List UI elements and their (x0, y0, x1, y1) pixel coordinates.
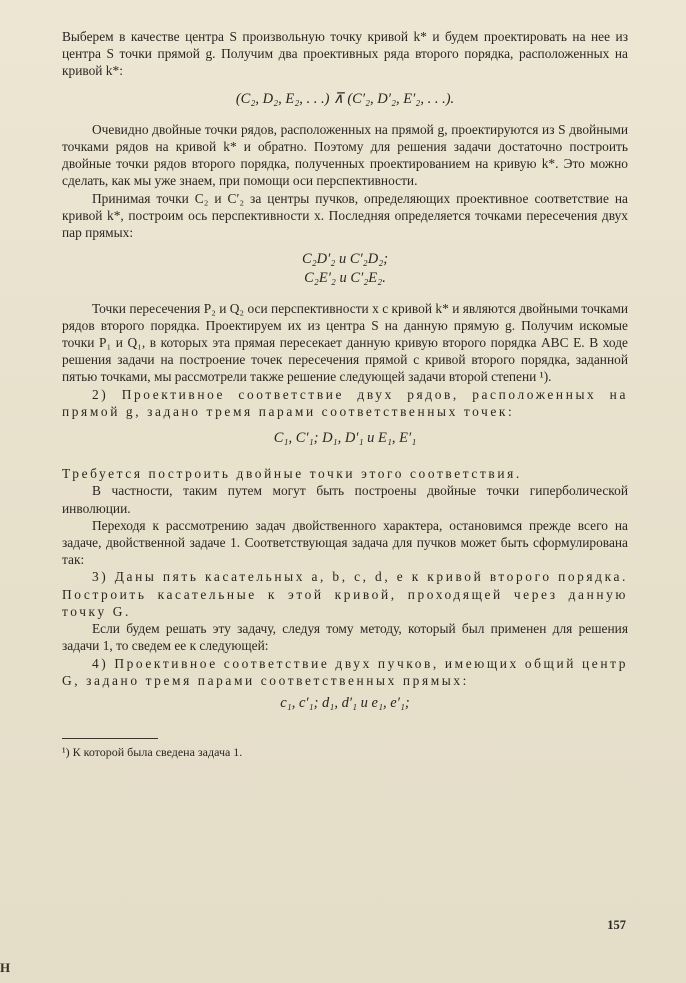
paragraph-9: Если будем решать эту задачу, следуя тому методу, который был применен для решения задачи 1, то сведем ее к следующей: (62, 621, 628, 654)
footnote-divider (62, 738, 158, 739)
formula-lines-pair-1: C₂D′₂ и C′₂D₂; (301, 251, 389, 268)
problem-2-requirement: Требуется построить двойные точки этого соответствия. (62, 466, 522, 482)
paragraph-2: Очевидно двойные точки рядов, расположенных на прямой g, проектируются из S двойными точками рядов на кривой k* и обратно. Поэтому для решения задачи достаточно построить двойные точки рядов второго порядка, полученных проектированием на кривую k*. Это можно сделать, как мы уже знаем, при помощи оси перспективности. (62, 121, 628, 189)
paragraph-4: Точки пересечения P₂ и Q₂ оси перспективности x с кривой k* и являются двойными точками рядов второго порядка. Проектируем их из центра S на данную прямую g. Получим искомые точки P₁ и Q₁, в которых эта прямая пересекает данную кривую второго порядка ABC E. В ходе решения задачи на построение точек пересечения прямой с кривой второго порядка, заданной пятью точками, мы рассмотрели также решение следующей задачи второй степени ¹). (62, 300, 628, 385)
footnote: ¹) К которой была сведена задача 1. (62, 745, 243, 760)
page-number: 157 (607, 918, 626, 932)
paragraph-7: Переходя к рассмотрению задач двойственного характера, остановимся прежде всего на задаче, двойственной задаче 1. Соответствующая задача для пучков может быть сформулирована так: (62, 517, 628, 568)
paragraph-3: Принимая точки C₂ и C′₂ за центры пучков, определяющих проективное соответствие на кривой k*, построим ось перспективности x. Последняя определяется точками пересечения двух пар прямых: (62, 190, 628, 241)
margin-mark: Н (0, 960, 11, 975)
formula-projective-rows: (C₂, D₂, E₂, . . .) ⊼ (C′₂, D′₂, E′₂, . . .). (235, 90, 455, 107)
problem-4-statement: 4) Проективное соответствие двух пучков, имеющих общий центр G, задано тремя парами соответственных прямых: (62, 655, 628, 688)
formula-line-pairs: c₁, c′₁; d₁, d′₁ и e₁, e′₁; (280, 694, 410, 711)
formula-lines-pair-2: C₂E′₂ и C′₂E₂. (304, 270, 386, 287)
formula-point-pairs: C₁, C′₁; D₁, D′₁ и E₁, E′₁ (273, 430, 417, 447)
paragraph-6: В частности, таким путем могут быть построены двойные точки гиперболической инволюции. (62, 483, 628, 516)
problem-2-statement: 2) Проективное соответствие двух рядов, расположенных на прямой g, задано тремя парами соответственных точек: (62, 386, 628, 419)
paragraph-1: Выберем в качестве центра S произвольную точку кривой k* и будем проектировать на нее из центра S точки прямой g. Получим два проективных ряда второго порядка, расположенных на кривой k*: (62, 29, 628, 79)
problem-3-statement: 3) Даны пять касательных a, b, c, d, e к кривой второго порядка. Построить касательные к этой кривой, проходящей через данную точку G. (62, 569, 628, 619)
